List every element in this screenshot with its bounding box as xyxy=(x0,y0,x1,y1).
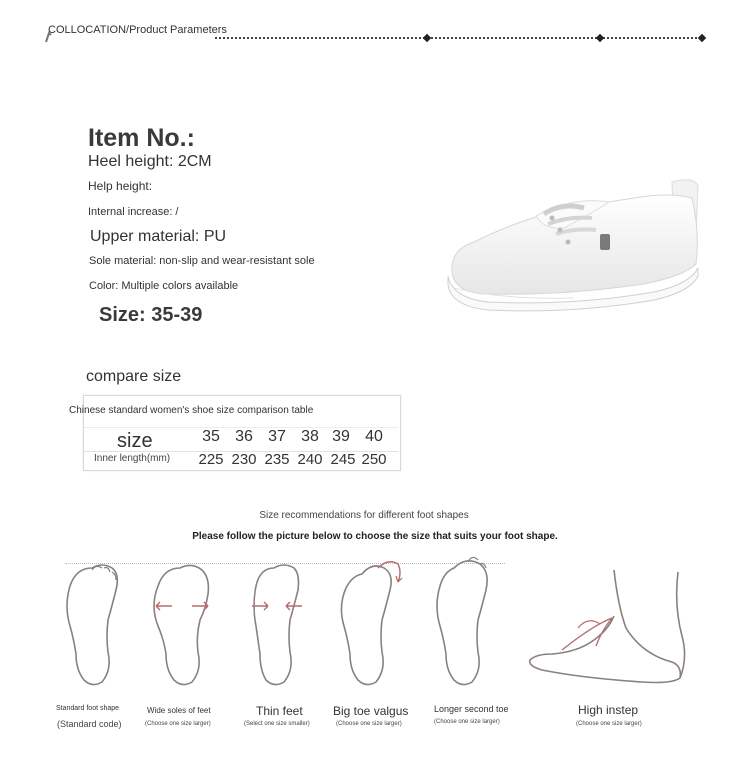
divider-diamond-icon xyxy=(698,34,706,42)
thin-foot-outline-icon xyxy=(246,560,308,695)
length-cell: 250 xyxy=(361,451,387,468)
foot-sub-instep: (Choose one size larger) xyxy=(576,721,642,727)
length-cell: 230 xyxy=(231,451,257,468)
foot-label-instep: High instep xyxy=(578,703,639,717)
product-shoe-image xyxy=(444,172,706,312)
size-cell: 37 xyxy=(268,428,286,445)
standard-foot-outline-icon xyxy=(62,560,124,695)
length-cell: 245 xyxy=(330,451,356,468)
size-cell: 35 xyxy=(202,428,220,445)
header-title: COLLOCATION/Product Parameters xyxy=(48,24,227,36)
high-instep-outline-icon xyxy=(522,566,692,695)
foot-sub-standard: (Standard code) xyxy=(57,719,122,729)
size-cell: 40 xyxy=(365,428,383,445)
length-cell: 225 xyxy=(198,451,224,468)
param-size: Size: 35-39 xyxy=(99,304,203,326)
header-dotted-divider xyxy=(215,37,705,39)
foot-label-second-toe: Longer second toe xyxy=(434,704,509,714)
foot-sub-second-toe: (Choose one size larger) xyxy=(434,719,500,725)
big-toe-valgus-outline-icon xyxy=(338,554,408,695)
foot-sub-valgus: (Choose one size larger) xyxy=(336,721,402,727)
param-color: Color: Multiple colors available xyxy=(89,280,239,292)
longer-second-toe-outline-icon xyxy=(432,554,498,695)
divider-diamond-icon xyxy=(596,34,604,42)
size-cell: 39 xyxy=(332,428,350,445)
size-row-label: size xyxy=(117,430,153,452)
size-cell: 36 xyxy=(235,428,253,445)
wide-foot-outline-icon xyxy=(150,560,214,695)
foot-sub-thin: (Select one size smaller) xyxy=(244,721,310,727)
size-table-title: Chinese standard women's shoe size comparison table xyxy=(69,405,314,416)
param-internal-increase: Internal increase: / xyxy=(88,206,179,218)
foot-label-standard: Standard foot shape xyxy=(56,705,120,712)
param-help-height: Help height: xyxy=(88,179,153,193)
foot-shapes-subtitle: Please follow the picture below to choose the size that suits your foot shape. xyxy=(192,531,558,542)
foot-sub-wide: (Choose one size larger) xyxy=(145,721,211,727)
size-cell: 38 xyxy=(301,428,319,445)
param-upper-material: Upper material: PU xyxy=(90,228,227,245)
param-sole-material: Sole material: non-slip and wear-resistant sole xyxy=(89,255,315,267)
compare-size-title: compare size xyxy=(86,368,182,385)
foot-label-wide: Wide soles of feet xyxy=(147,706,211,715)
inner-length-row-label: Inner length(mm) xyxy=(94,453,171,464)
length-cell: 235 xyxy=(264,451,290,468)
param-item-no: Item No.: xyxy=(88,124,195,152)
foot-label-thin: Thin feet xyxy=(256,704,303,718)
divider-diamond-icon xyxy=(423,34,431,42)
length-cell: 240 xyxy=(297,451,323,468)
foot-shapes-title: Size recommendations for different foot shapes xyxy=(259,510,469,521)
foot-label-valgus: Big toe valgus xyxy=(333,704,409,718)
param-heel-height: Heel height: 2CM xyxy=(88,153,212,170)
